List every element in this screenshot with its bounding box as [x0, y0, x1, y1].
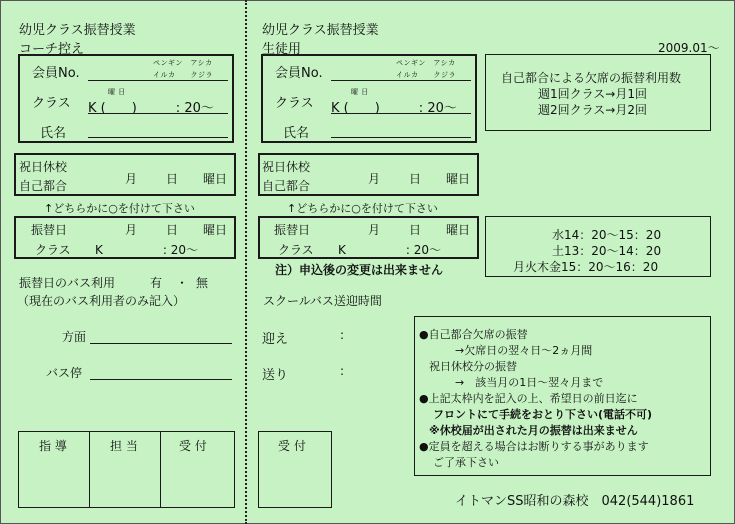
right-title: 幼児クラス振替授業: [262, 23, 379, 38]
left-furikae-label: 振替日: [31, 223, 68, 237]
rule-line: ●上記太枠内を記入の上、希望日の前日迄に: [419, 392, 638, 405]
right-name-line: [331, 137, 471, 138]
warning-text: 注）申込後の変更は出来ません: [275, 263, 444, 277]
right-class-value: K ( ) : 20～: [331, 101, 457, 116]
rule-line: ご了承下さい: [433, 456, 499, 469]
right-choose-note: ↑どちらかに○を付けて下さい: [287, 202, 438, 215]
left-bus-note: （現在のバス利用者のみ記入）: [17, 294, 186, 308]
left-busstop-label: バス停: [46, 366, 83, 380]
rule-line: ●定員を超える場合はお断りする事があります: [419, 440, 649, 453]
left-class-value: K ( ) : 20～: [88, 101, 214, 116]
left-busstop-line: [90, 379, 232, 380]
right-member-line: [331, 80, 471, 81]
left-tiny-row1: ペンギン アシカ: [153, 59, 213, 67]
left-stamp-tantou: 担 当: [110, 439, 138, 453]
right-member-label: 会員No.: [275, 66, 323, 81]
left-furikae-month: 月: [125, 223, 138, 237]
rule-line: ●自己都合欠席の振替: [419, 328, 528, 341]
left-class2-value: K : 20～: [95, 243, 198, 257]
rule-line: ※休校届が出された月の振替は出来ません: [429, 424, 638, 437]
right-youbi-label: 曜 日: [351, 88, 369, 96]
right-furikae-day: 日: [409, 223, 422, 237]
left-title: 幼児クラス振替授業: [19, 23, 136, 38]
left-name-label: 氏名: [40, 126, 67, 141]
rule-line: → 該当月の1日～翌々月まで: [455, 376, 604, 389]
left-bus-use-label: 振替日のバス利用: [19, 276, 116, 290]
right-date: 2009.01～: [658, 41, 720, 55]
cut-line: [245, 0, 247, 524]
right-subtitle: 生徒用: [262, 42, 302, 57]
left-class2-label: クラス: [35, 243, 71, 257]
info-title: 自己都合による欠席の振替利用数: [501, 71, 682, 85]
rule-line: フロントにて手続をおとり下さい(電話不可): [433, 408, 653, 421]
info-line2: 週2回クラス→月2回: [538, 103, 647, 117]
right-class2-value: K : 20～: [338, 243, 441, 257]
left-subtitle: コーチ控え: [19, 42, 85, 57]
left-member-label: 会員No.: [32, 66, 80, 81]
right-tiny-row1: ペンギン アシカ: [396, 59, 456, 67]
left-holiday-label: 祝日休校: [19, 160, 68, 174]
pickup-label: 迎え: [262, 332, 289, 347]
right-holiday-label: 祝日休校: [262, 160, 311, 174]
left-bus-yes: 有: [150, 276, 163, 290]
left-furikae-day: 日: [166, 223, 179, 237]
left-stamp-shidou: 指 導: [39, 439, 67, 453]
schedule-line: 月火木金15：20～16：20: [513, 260, 659, 274]
schedule-line: 水14：20～15：20: [552, 228, 662, 242]
footer-school: イトマンSS昭和の森校 042(544)1861: [455, 494, 695, 509]
left-bus-dot: ・: [176, 276, 189, 290]
info-line1: 週1回クラス→月1回: [538, 87, 647, 101]
dropoff-colon: :: [340, 364, 345, 378]
left-direction-label: 方面: [62, 330, 87, 344]
left-class-label: クラス: [32, 96, 71, 111]
right-class-label: クラス: [275, 96, 314, 111]
right-class2-label: クラス: [278, 243, 314, 257]
right-tiny-row2: イルカ クジラ: [396, 71, 456, 79]
right-day: 日: [409, 172, 422, 186]
left-day: 日: [166, 172, 179, 186]
left-tiny-row2: イルカ クジラ: [153, 71, 213, 79]
rules-box: [414, 316, 711, 476]
left-self-label: 自己都合: [19, 179, 68, 193]
right-month: 月: [368, 172, 381, 186]
left-bus-no: 無: [196, 276, 209, 290]
left-stamp-uketsuke: 受 付: [179, 439, 207, 453]
right-weekday: 曜日: [446, 172, 471, 186]
left-stamp-div1: [89, 431, 90, 508]
rule-line: 祝日休校分の振替: [429, 360, 517, 373]
left-member-line: [88, 80, 228, 81]
left-name-line: [88, 137, 228, 138]
left-furikae-weekday: 曜日: [203, 223, 228, 237]
left-weekday: 曜日: [203, 172, 228, 186]
right-name-label: 氏名: [283, 126, 310, 141]
right-furikae-label: 振替日: [274, 223, 311, 237]
right-furikae-weekday: 曜日: [446, 223, 471, 237]
left-choose-note: ↑どちらかに○を付けて下さい: [44, 202, 195, 215]
left-stamp-div2: [160, 431, 161, 508]
schedule-line: 土13：20～14：20: [552, 244, 662, 258]
right-class-line: [331, 113, 471, 114]
left-class-line: [88, 113, 228, 114]
left-youbi-label: 曜 日: [108, 88, 126, 96]
left-direction-line: [90, 343, 232, 344]
right-furikae-month: 月: [368, 223, 381, 237]
left-month: 月: [125, 172, 138, 186]
right-stamp-uketsuke: 受 付: [278, 439, 306, 453]
rule-line: →欠席日の翌々日～2ヵ月間: [455, 344, 593, 357]
right-self-label: 自己都合: [262, 179, 311, 193]
pickup-colon: :: [340, 328, 345, 342]
school-bus-label: スクールバス送迎時間: [263, 294, 382, 308]
dropoff-label: 送り: [262, 368, 289, 383]
